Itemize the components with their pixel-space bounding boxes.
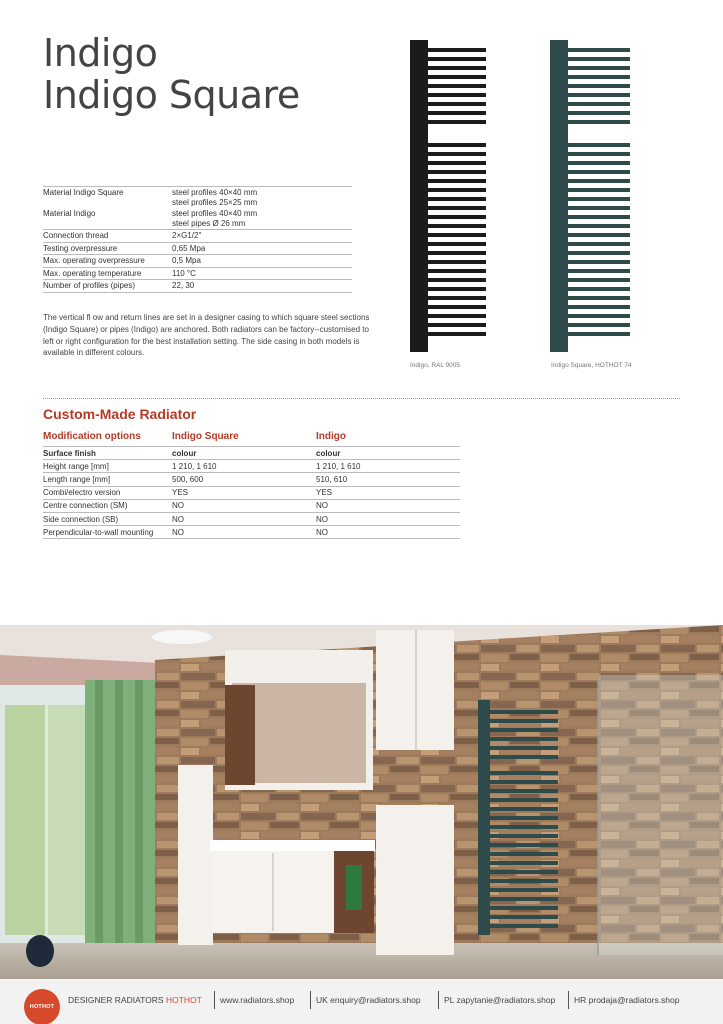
radiator-bar — [426, 66, 486, 70]
spec-value: 2×G1/2" — [172, 231, 202, 240]
radiator-bar — [566, 287, 630, 291]
table-subheader-row: Surface finish colour colour — [43, 447, 460, 460]
radiator-bar — [566, 269, 630, 273]
spec-value: 22, 30 — [172, 281, 195, 290]
custom-section-title: Custom-Made Radiator — [43, 406, 197, 422]
hothot-logo: HOTHOT — [24, 989, 60, 1024]
radiator-bar — [566, 206, 630, 210]
spec-label: Material Indigo — [43, 209, 96, 218]
spec-label: Max. operating temperature — [43, 268, 142, 278]
spec-row — [43, 267, 352, 280]
radiator-bar — [426, 260, 486, 264]
photo-radiator-bar — [490, 746, 558, 750]
spec-value: 110 °C — [172, 268, 196, 278]
radiator-bar — [566, 102, 630, 106]
bathroom-photo — [0, 625, 723, 979]
photo-radiator-bar — [490, 798, 558, 802]
spec-value: steel profiles 40×40 mm steel pipes Ø 26 mm — [172, 209, 258, 228]
footer-separator — [438, 991, 439, 1009]
photo-radiator-bar — [490, 737, 558, 741]
footer-website-link[interactable]: www.radiators.shop — [220, 995, 295, 1005]
radiator-indigo-square-image — [548, 40, 630, 352]
spec-row — [43, 255, 352, 268]
section-divider — [43, 398, 680, 399]
radiator-bar — [566, 75, 630, 79]
photo-radiator-bar — [490, 771, 558, 775]
photo-radiator-bar — [490, 710, 558, 714]
photo-radiator-bar — [490, 861, 558, 865]
spec-label: Connection thread — [43, 231, 109, 240]
spec-row — [43, 242, 352, 255]
radiator-bar — [426, 57, 486, 61]
table-header-row — [43, 430, 460, 447]
radiator-bar — [566, 323, 630, 327]
radiator-bar — [566, 93, 630, 97]
spec-label: Testing overpressure — [43, 243, 118, 253]
radiator-bar — [566, 143, 630, 147]
photo-radiator-bar — [490, 843, 558, 847]
spec-value: 0,65 Mpa — [172, 243, 206, 253]
footer-separator — [568, 991, 569, 1009]
radiator-bar — [426, 323, 486, 327]
photo-radiator-bar — [490, 897, 558, 901]
photo-radiator-bar — [490, 915, 558, 919]
spec-label: Number of profiles (pipes) — [43, 281, 136, 290]
footer-separator — [214, 991, 215, 1009]
radiator-bar — [566, 260, 630, 264]
page-title — [43, 32, 300, 116]
photo-radiator-bar — [490, 870, 558, 874]
radiator-bar — [426, 332, 486, 336]
footer-uk-email-link[interactable]: UK enquiry@radiators.shop — [316, 995, 421, 1005]
spec-row — [43, 280, 352, 293]
footer — [0, 979, 723, 1024]
table-row: Centre connection (SM) NO NO — [43, 499, 460, 512]
radiator-indigo-image — [408, 40, 486, 352]
photo-radiator-bar — [490, 755, 558, 759]
photo-radiator-bar — [490, 906, 558, 910]
radiator-column — [410, 40, 428, 352]
radiator-bar — [426, 188, 486, 192]
radiator-bar — [566, 332, 630, 336]
photo-radiator-bar — [490, 719, 558, 723]
radiator-bar — [566, 233, 630, 237]
radiator-bar — [426, 179, 486, 183]
photo-radiator-bar — [490, 888, 558, 892]
header-indigo-square: Indigo Square — [172, 431, 239, 442]
radiator-bar — [426, 143, 486, 147]
radiator-bar — [566, 161, 630, 165]
photo-radiator-bar — [490, 816, 558, 820]
radiator-bar — [426, 251, 486, 255]
radiator-bar — [566, 57, 630, 61]
spec-label: Material Indigo Square — [43, 188, 124, 197]
radiator-bar — [426, 75, 486, 79]
radiator-column — [550, 40, 568, 352]
photo-radiator-bar — [490, 924, 558, 928]
spec-row — [43, 208, 352, 230]
radiator-bar — [426, 206, 486, 210]
photo-radiator-bar — [490, 834, 558, 838]
radiator-bar — [566, 197, 630, 201]
footer-brand: DESIGNER RADIATORS HOTHOT — [68, 995, 202, 1005]
table-row: Perpendicular-to-wall mounting NO NO — [43, 526, 460, 539]
radiator-bar — [426, 278, 486, 282]
radiator-bar — [426, 102, 486, 106]
radiator-bar — [426, 314, 486, 318]
radiator-bar — [426, 224, 486, 228]
photo-radiator-bar — [490, 852, 558, 856]
title-line-2: Indigo Square — [43, 73, 300, 117]
radiator-bar — [566, 215, 630, 219]
radiator-bar — [566, 84, 630, 88]
footer-separator — [310, 991, 311, 1009]
spec-value: steel profiles 40×40 mm steel profiles 25×25 mm — [172, 188, 258, 207]
radiator-bar — [566, 296, 630, 300]
radiator-bar — [426, 152, 486, 156]
radiator-bar — [426, 48, 486, 52]
spec-row — [43, 230, 352, 243]
photo-radiator-bar — [490, 789, 558, 793]
spec-value: 0,5 Mpa — [172, 256, 201, 265]
radiator-bar — [566, 188, 630, 192]
radiator-bar — [566, 66, 630, 70]
modification-table — [43, 430, 460, 539]
table-row: Length range [mm] 500, 600 510, 610 — [43, 473, 460, 486]
radiator-bar — [426, 111, 486, 115]
photo-radiator-bar — [490, 879, 558, 883]
table-row: Side connection (SB) NO NO — [43, 512, 460, 525]
table-row: Combi/electro version YES YES — [43, 486, 460, 499]
spec-table — [43, 186, 352, 293]
radiator-bar — [566, 305, 630, 309]
header-options: Modification options — [43, 431, 141, 442]
title-line-1: Indigo — [43, 31, 158, 75]
radiator-bar — [566, 224, 630, 228]
photo-radiator-bar — [490, 728, 558, 732]
radiator-bar — [426, 242, 486, 246]
radiator-bar — [426, 197, 486, 201]
radiator-bar — [566, 48, 630, 52]
radiator-bar — [426, 215, 486, 219]
spec-row — [43, 187, 352, 209]
radiator-bar — [566, 170, 630, 174]
radiator-bar — [426, 296, 486, 300]
radiator-bar — [426, 305, 486, 309]
footer-hr-email-link[interactable]: HR prodaja@radiators.shop — [574, 995, 680, 1005]
header-indigo: Indigo — [316, 431, 346, 442]
radiator-bar — [566, 251, 630, 255]
description-text: The vertical fl ow and return lines are set in a designer casing to which square steel sections (Indigo Square) or pipes (Indigo) are anchored. Both radiators can be factory--customised to left or right configuration for the best installation setting. The side casing in both models is available in different colours. — [43, 313, 370, 358]
radiator-bar — [566, 152, 630, 156]
caption-indigo-square: Indigo Square, HOTHOT 74 — [551, 362, 632, 369]
radiator-bar — [566, 179, 630, 183]
photo-radiator-bar — [490, 825, 558, 829]
radiator-bar — [566, 111, 630, 115]
caption-indigo: Indigo, RAL 9005 — [410, 362, 460, 369]
radiator-bar — [426, 120, 486, 124]
photo-radiator-bar — [490, 780, 558, 784]
radiator-bar — [566, 314, 630, 318]
radiator-bar — [426, 84, 486, 88]
radiator-bar — [426, 233, 486, 237]
spec-label: Max. operating overpressure — [43, 256, 145, 265]
radiator-bar — [426, 170, 486, 174]
radiator-bar — [426, 287, 486, 291]
radiator-bar — [426, 269, 486, 273]
radiator-bar — [566, 278, 630, 282]
radiator-bar — [426, 161, 486, 165]
photo-radiator-bar — [490, 807, 558, 811]
radiator-bar — [566, 120, 630, 124]
radiator-bar — [426, 93, 486, 97]
radiator-bar — [566, 242, 630, 246]
table-row: Height range [mm] 1 210, 1 610 1 210, 1 610 — [43, 460, 460, 473]
footer-pl-email-link[interactable]: PL zapytanie@radiators.shop — [444, 995, 556, 1005]
